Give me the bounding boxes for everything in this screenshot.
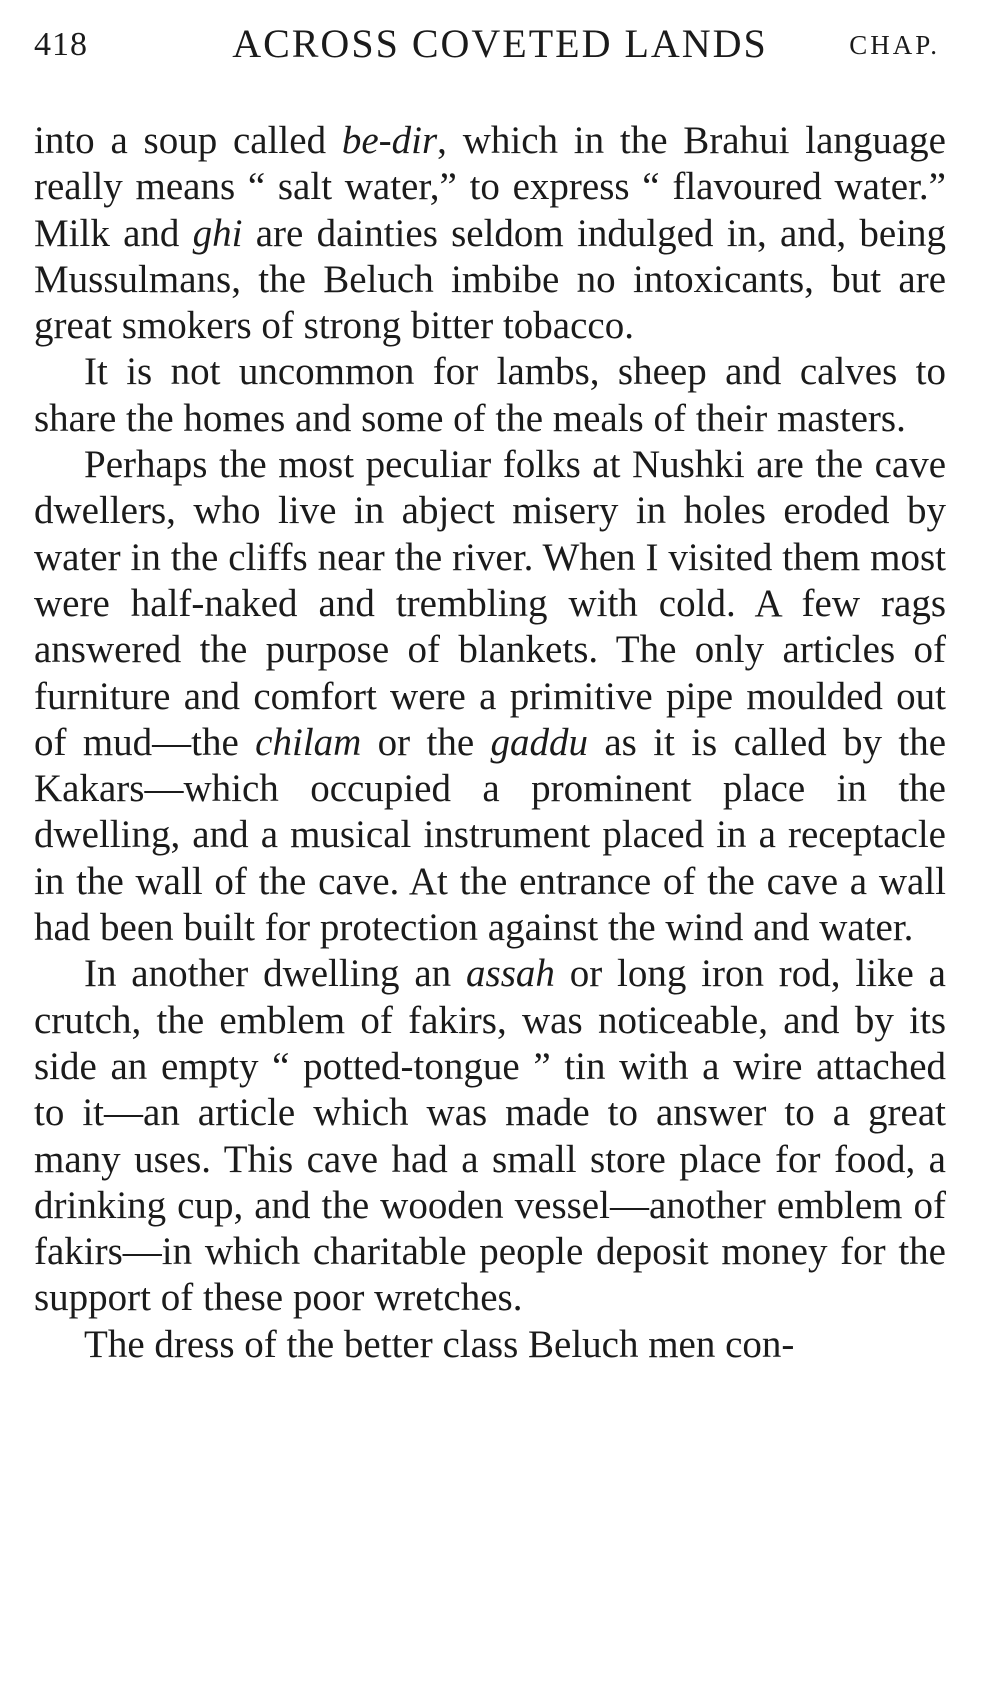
text-run: Perhaps the most peculiar folks at Nushki are the cave dwellers, who live in abject misery in holes eroded by water in the cliffs near the river. When I visited them most were half-naked and trembling with cold. A few rags answered the purpose of blankets. The only articles of furniture and comfort were a primitive pipe moulded out of mud—the bbox=[34, 443, 946, 764]
text-run: The dress of the better class Beluch men con- bbox=[84, 1322, 795, 1366]
italic-term: chilam bbox=[255, 720, 362, 764]
text-run: or long iron rod, like a crutch, the emblem of fakirs, was noticeable, and by its side an empty “ potted-tongue ” tin with a wire attached to it—an article which was made to answer to a great many uses. This cave had a small store place for food, a drinking cup, and the wooden vessel—another emblem of fakirs—in which charitable people deposit money for the support of these poor wretches. bbox=[34, 952, 946, 1320]
text-run: It is not uncommon for lambs, sheep and calves to share the homes and some of the meals of their masters. bbox=[34, 350, 946, 440]
paragraph bbox=[34, 951, 946, 1321]
book-title: ACROSS COVETED LANDS bbox=[232, 21, 768, 66]
italic-term: be-dir bbox=[341, 119, 438, 162]
paragraph bbox=[34, 442, 946, 951]
paragraph bbox=[34, 118, 946, 349]
paragraph bbox=[34, 349, 946, 442]
paragraph bbox=[34, 1322, 946, 1368]
text-run: In another dwelling an bbox=[84, 952, 467, 996]
body-text bbox=[34, 118, 946, 1368]
italic-term: gaddu bbox=[490, 720, 589, 764]
text-run: as it is called by the Kakars—which occupied a prominent place in the dwelling, and a musical instrument placed in a receptacle in the wall of the cave. At the entrance of the cave a wall had been built for protection against the wind and water. bbox=[34, 720, 947, 950]
chapter-label: CHAP. bbox=[849, 30, 940, 60]
italic-term: ghi bbox=[192, 211, 243, 255]
text-run: into a soup called bbox=[34, 119, 342, 162]
running-head bbox=[34, 20, 946, 74]
book-page bbox=[34, 20, 946, 1368]
page-number: 418 bbox=[34, 26, 88, 63]
italic-term: assah bbox=[466, 952, 555, 996]
text-run: are dainties seldom indulged in, and, being Mussulmans, the Beluch imbibe no intoxicants, but are great smokers of strong bitter tobacco. bbox=[34, 211, 946, 348]
text-run: , which in the Brahui language really means “ salt water,” to express “ flavoured water.” Milk and bbox=[34, 119, 946, 255]
text-run: or the bbox=[361, 720, 491, 764]
